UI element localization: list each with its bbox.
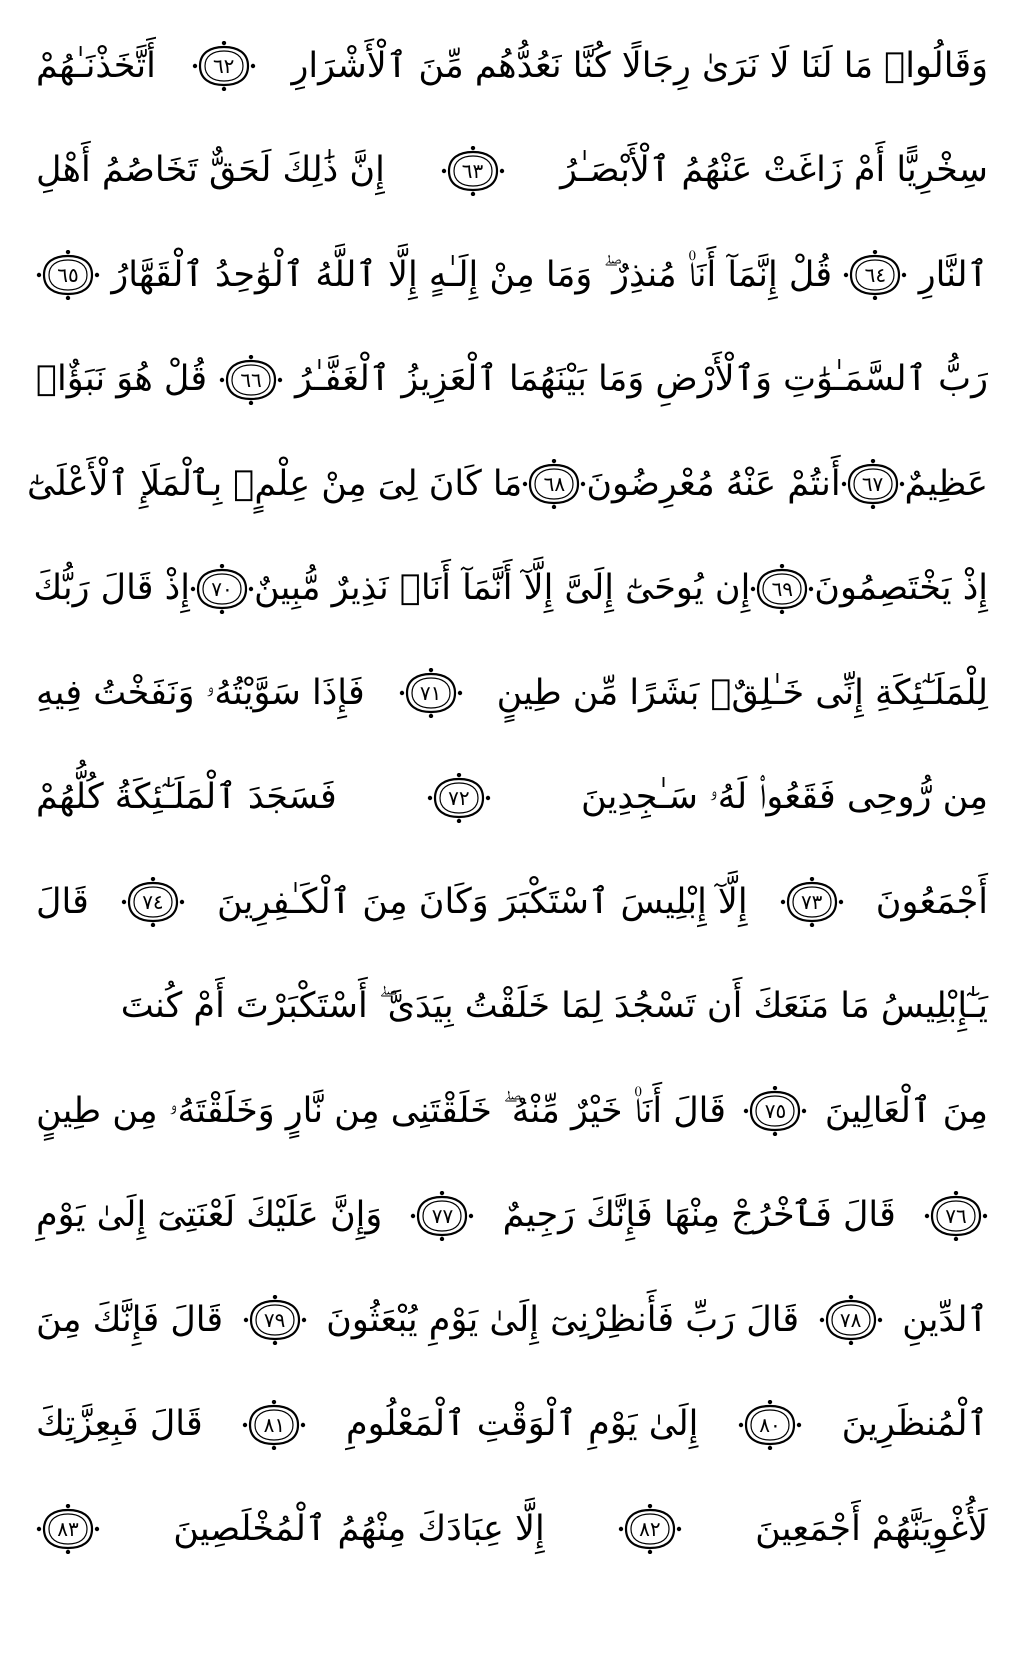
verse-text: فَإِذَا سَوَّيْتُهُۥ وَنَفَخْتُ فِيهِ <box>36 672 365 713</box>
verse-line <box>33 537 988 642</box>
verse-text: مِنَ ٱلْعَالِينَ <box>824 1090 988 1131</box>
ayah-number: ٧٠ <box>211 576 233 601</box>
ayah-number: ٧٦ <box>945 1203 967 1228</box>
verse-text: إِلَّآ إِبْلِيسَ ٱسْتَكْبَرَ وَكَانَ مِنَ ٱلْكَـٰفِرِينَ <box>216 881 748 922</box>
ayah-number: ٧٧ <box>431 1203 454 1228</box>
ayah-marker <box>618 1504 682 1554</box>
verse-text: مَا كَانَ لِىَ مِنْ عِلْمٍۭ بِٱلْمَلَإِ ٱلْأَعْلَىٰٓ <box>26 463 523 504</box>
ayah-marker <box>219 355 283 405</box>
verse-text: وَإِنَّ عَلَيْكَ لَعْنَتِىٓ إِلَىٰ يَوْمِ <box>36 1195 383 1236</box>
verse-text: عَظِيمٌ <box>904 463 988 504</box>
verse-line <box>36 1373 988 1478</box>
ayah-number: ٨٢ <box>639 1517 661 1542</box>
ayah-number: ٨٠ <box>759 1412 781 1437</box>
verse-line <box>36 223 988 328</box>
verse-text: سِخْرِيًّا أَمْ زَاغَتْ عَنْهُمُ ٱلْأَبْصَـٰرُ <box>560 150 988 191</box>
verse-text: أَنتُمْ عَنْهُ مُعْرِضُونَ <box>586 463 841 504</box>
ayah-marker <box>750 564 814 614</box>
verse-line <box>36 328 988 433</box>
ayah-marker <box>427 773 491 823</box>
verse-text: إِن يُوحَىٰٓ إِلَىَّ إِلَّآ أَنَّمَآ أَنَا۠ نَذِيرٌ مُّبِينٌ <box>253 568 751 609</box>
ayah-marker <box>36 250 100 300</box>
ayah-marker <box>819 1295 883 1345</box>
ayah-marker <box>36 1504 100 1554</box>
verse-text: أَتَّخَذْنَـٰهُمْ <box>36 45 156 86</box>
verse-text: فَسَجَدَ ٱلْمَلَـٰٓئِكَةُ كُلُّهُمْ <box>36 777 337 818</box>
ayah-number: ٧٣ <box>800 890 823 915</box>
verse-text: إِنَّ ذَٰلِكَ لَحَقٌّ تَخَاصُمُ أَهْلِ <box>36 150 385 191</box>
verse-text: قَالَ أَنَا۠ خَيْرٌ مِّنْهُ ۖ خَلَقْتَنِى مِن نَّارٍ وَخَلَقْتَهُۥ مِن طِينٍ <box>36 1090 727 1131</box>
ayah-marker <box>242 1400 306 1450</box>
ayah-marker <box>121 877 185 927</box>
ayah-number: ٧٩ <box>263 1308 286 1333</box>
verse-text: أَجْمَعُونَ <box>875 881 988 922</box>
verse-line <box>36 1268 988 1373</box>
ayah-marker <box>924 1191 988 1241</box>
verse-line <box>36 955 988 1060</box>
verse-text: رَبُّ ٱلسَّمَـٰوَٰتِ وَٱلْأَرْضِ وَمَا بَيْنَهُمَا ٱلْعَزِيزُ ٱلْغَفَّـٰرُ <box>294 359 988 400</box>
ayah-number: ٧١ <box>419 681 442 706</box>
ayah-number: ٧٥ <box>764 1099 787 1124</box>
ayah-marker <box>441 146 505 196</box>
ayah-number: ٧٤ <box>142 890 164 915</box>
verse-text: قَالَ فَإِنَّكَ مِنَ <box>36 1299 224 1340</box>
ayah-marker <box>738 1400 802 1450</box>
ayah-number: ٨١ <box>263 1412 286 1437</box>
verse-text: قُلْ هُوَ نَبَؤٌا۟ <box>36 359 208 400</box>
verse-text: ٱلدِّينِ <box>902 1299 988 1340</box>
verse-line <box>36 119 988 224</box>
verse-text: إِلَّا عِبَادَكَ مِنْهُمُ ٱلْمُخْلَصِينَ <box>173 1508 545 1549</box>
ayah-marker <box>399 668 463 718</box>
ayah-marker <box>841 459 905 509</box>
verse-line <box>36 850 988 955</box>
ayah-marker <box>743 1086 807 1136</box>
ayah-number: ٧٨ <box>839 1308 862 1333</box>
verse-line <box>26 432 988 537</box>
verse-line <box>36 1164 988 1269</box>
verse-line <box>36 641 988 746</box>
verse-text: وَقَالُوا۟ مَا لَنَا لَا نَرَىٰ رِجَالًا كُنَّا نَعُدُّهُم مِّنَ ٱلْأَشْرَارِ <box>291 45 988 86</box>
ayah-marker <box>843 250 907 300</box>
verse-text: لِلْمَلَـٰٓئِكَةِ إِنِّى خَـٰلِقٌۢ بَشَرًا مِّن طِينٍ <box>496 672 988 713</box>
ayah-marker <box>190 564 254 614</box>
ayah-number: ٦٨ <box>543 472 566 497</box>
verse-text: إِذْ قَالَ رَبُّكَ <box>33 568 190 609</box>
verse-text: ٱلنَّارِ <box>918 254 988 295</box>
verse-line <box>36 14 988 119</box>
ayah-marker <box>243 1295 307 1345</box>
ayah-number: ٦٦ <box>240 367 262 392</box>
ayah-number: ٦٢ <box>212 54 235 79</box>
ayah-number: ٦٣ <box>461 158 484 183</box>
verse-line <box>36 1477 988 1582</box>
verse-text: يَـٰٓإِبْلِيسُ مَا مَنَعَكَ أَن تَسْجُدَ لِمَا خَلَقْتُ بِيَدَىَّ ۖ أَسْتَكْبَرْتَ أَمْ كُنتَ <box>120 986 988 1027</box>
ayah-number: ٦٩ <box>771 576 794 601</box>
ayah-number: ٦٤ <box>864 263 887 288</box>
ayah-marker <box>192 41 256 91</box>
ayah-number: ٦٧ <box>861 472 884 497</box>
ayah-number: ٨٣ <box>57 1517 79 1542</box>
verse-text: مِن رُّوحِى فَقَعُوا۟ لَهُۥ سَـٰجِدِينَ <box>580 777 988 818</box>
ayah-marker <box>780 877 844 927</box>
verse-lines <box>26 14 988 1582</box>
verse-line <box>36 746 988 851</box>
ayah-marker <box>522 459 586 509</box>
verse-line <box>36 1059 988 1164</box>
ayah-number: ٧٢ <box>448 785 470 810</box>
verse-text: قَالَ فَبِعِزَّتِكَ <box>36 1404 203 1445</box>
verse-text: لَأُغْوِيَنَّهُمْ أَجْمَعِينَ <box>755 1508 988 1549</box>
ayah-marker <box>410 1191 474 1241</box>
verse-text: قَالَ رَبِّ فَأَنظِرْنِىٓ إِلَىٰ يَوْمِ يُبْعَثُونَ <box>326 1299 800 1340</box>
verse-text: قَالَ <box>36 881 89 922</box>
verse-text: إِذْ يَخْتَصِمُونَ <box>814 568 988 609</box>
verse-text: قُلْ إِنَّمَآ أَنَا۠ مُنذِرٌ ۖ وَمَا مِنْ إِلَـٰهٍ إِلَّا ٱللَّهُ ٱلْوَٰحِدُ ٱلْقَهَّارُ <box>111 254 833 295</box>
verse-text: ٱلْمُنظَرِينَ <box>841 1404 988 1445</box>
verse-text: قَالَ فَٱخْرُجْ مِنْهَا فَإِنَّكَ رَجِيمٌ <box>502 1195 896 1236</box>
verse-text: إِلَىٰ يَوْمِ ٱلْوَقْتِ ٱلْمَعْلُومِ <box>345 1404 699 1445</box>
ayah-number: ٦٥ <box>57 263 79 288</box>
